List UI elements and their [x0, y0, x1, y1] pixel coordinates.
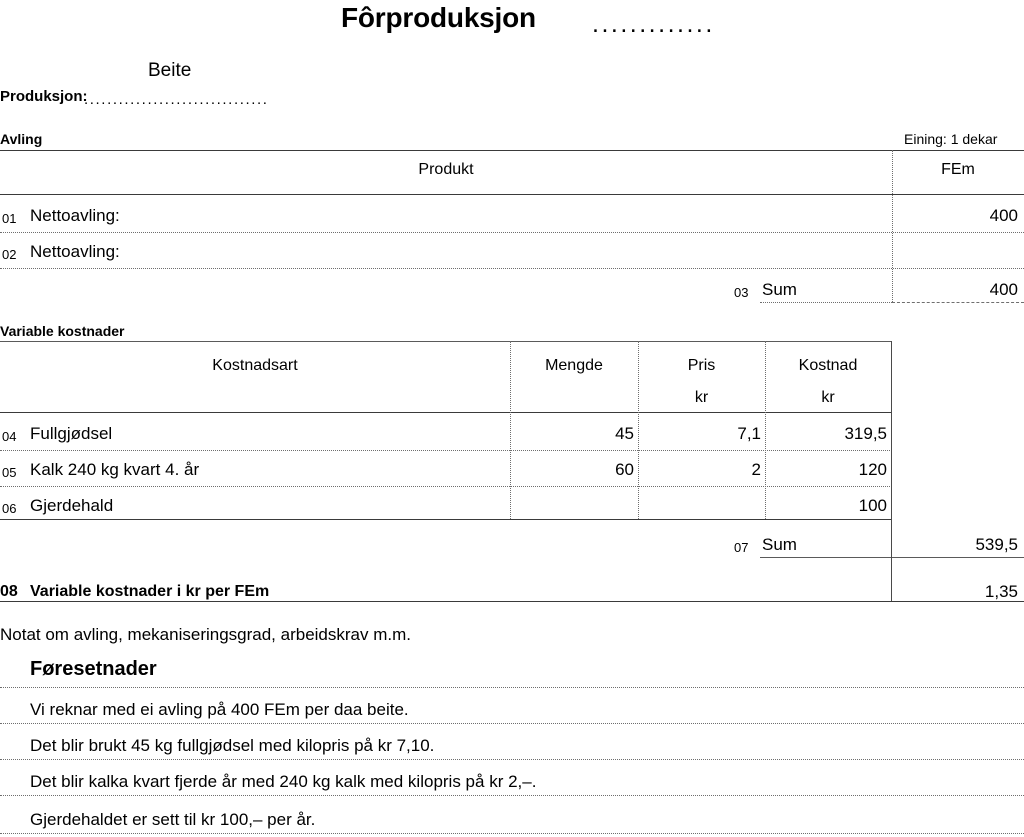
avling-caption: Avling	[0, 131, 43, 147]
kostnader-row-pris: 7,1	[737, 424, 761, 443]
kostnader-right-border	[891, 341, 892, 519]
avling-sum-label-rule	[760, 302, 892, 303]
avling-row-number: 01	[2, 211, 17, 226]
avling-sum-number: 03	[734, 285, 749, 300]
kostnader-row-mengde: 45	[615, 424, 634, 443]
kostnader-row-number: 05	[2, 465, 17, 480]
avling-row-number: 02	[2, 247, 17, 262]
kostnader-row-number: 04	[2, 429, 17, 444]
title-block	[0, 0, 1024, 44]
avling-row1-rule	[0, 232, 1024, 233]
per-fem-number: 08	[0, 583, 18, 600]
variable-kostnader-caption: Variable kostnader	[0, 323, 125, 339]
kostnader-rows-bottom-rule	[0, 519, 892, 520]
produksjon-fill-line: ................................	[84, 91, 269, 108]
foresetnader-line-rule	[0, 795, 1024, 796]
kostnader-row-kostnad: 100	[858, 496, 887, 515]
avling-row-fem: 400	[989, 206, 1018, 225]
kostnader-sum-number: 07	[734, 540, 749, 555]
notat-caption: Notat om avling, mekaniseringsgrad, arbeidskrav m.m.	[0, 625, 411, 644]
kostnader-row-pris: 2	[751, 460, 761, 479]
produksjon-value: Beite	[148, 60, 192, 81]
avling-top-rule	[0, 150, 1024, 151]
avling-col-fem: FEm	[941, 161, 975, 178]
avling-sum-value: 400	[989, 280, 1018, 299]
per-fem-value: 1,35	[984, 582, 1018, 601]
foresetnader-line: Det blir kalka kvart fjerde år med 240 kg kalk med kilopris på kr 2,–.	[30, 772, 537, 791]
kostnader-col-kostnadsart: Kostnadsart	[212, 357, 298, 374]
page-title: Fôrproduksjon	[341, 2, 536, 33]
kostnader-col-kostnad-unit: kr	[821, 389, 835, 406]
avling-row2-rule	[0, 268, 1024, 269]
avling-header-rule	[0, 194, 1024, 195]
avling-row-label: Nettoavling:	[30, 206, 120, 225]
kostnader-col-pris: Pris	[687, 357, 716, 374]
foresetnader-line: Gjerdehaldet er sett til kr 100,– per år.	[30, 810, 316, 829]
kostnader-row-kostnad: 120	[858, 460, 887, 479]
kostnader-row2-rule	[0, 486, 892, 487]
kostnader-row-mengde: 60	[615, 460, 634, 479]
kostnader-col-kostnad: Kostnad	[798, 357, 858, 374]
kostnader-col-pris-unit: kr	[694, 389, 709, 406]
kostnader-sum-value-rule	[892, 557, 1024, 558]
kostnader-row-label: Fullgjødsel	[30, 424, 113, 443]
title-fill-line: .............	[592, 10, 715, 38]
foresetnader-line: Det blir brukt 45 kg fullgjødsel med kilopris på kr 7,10.	[30, 736, 435, 755]
avling-sum-value-rule	[892, 302, 1024, 303]
kostnader-sum-label-rule	[760, 557, 892, 558]
kostnader-sum-value: 539,5	[975, 535, 1018, 554]
kostnader-row-label: Gjerdehald	[30, 496, 114, 515]
foresetnader-heading-rule	[0, 687, 1024, 688]
foresetnader-line-rule	[0, 833, 1024, 834]
avling-unit-caption: Eining: 1 dekar	[904, 131, 998, 147]
kostnader-row-kostnad: 319,5	[844, 424, 887, 443]
produksjon-label: Produksjon:	[0, 88, 88, 105]
per-fem-bottom-rule	[0, 601, 1024, 602]
kostnader-row-label: Kalk 240 kg kvart 4. år	[30, 460, 200, 479]
per-fem-label: Variable kostnader i kr per FEm	[30, 583, 270, 600]
kostnader-top-rule	[0, 341, 892, 342]
foresetnader-heading: Føresetnader	[30, 658, 157, 680]
kostnader-row1-rule	[0, 450, 892, 451]
kostnader-row-number: 06	[2, 501, 17, 516]
foresetnader-line-rule	[0, 759, 1024, 760]
avling-col-produkt: Produkt	[418, 161, 474, 178]
avling-row-label: Nettoavling:	[30, 242, 120, 261]
foresetnader-line-rule	[0, 723, 1024, 724]
kostnader-header-rule	[0, 412, 892, 413]
foresetnader-line: Vi reknar med ei avling på 400 FEm per daa beite.	[30, 700, 409, 719]
kostnader-col-mengde: Mengde	[545, 357, 603, 374]
avling-sum-label: Sum	[762, 280, 797, 299]
kostnader-sum-label: Sum	[762, 535, 797, 554]
